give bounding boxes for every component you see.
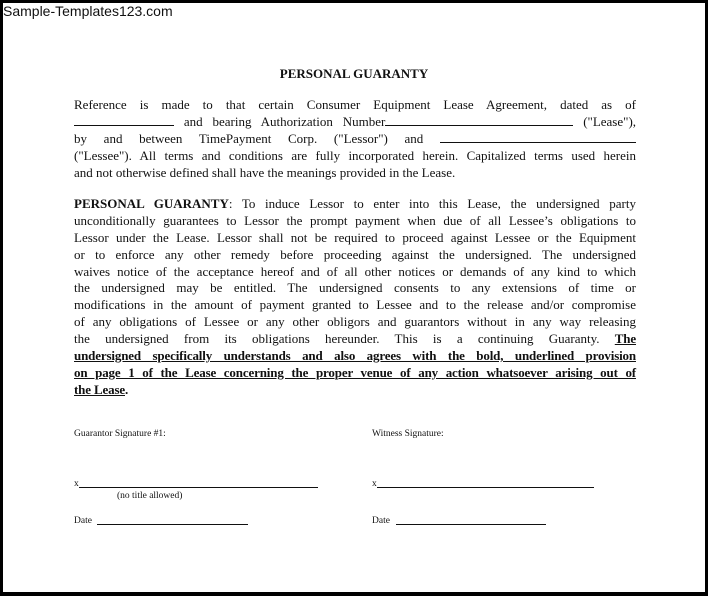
text-segment: by and between TimePayment Corp. ("Lessor") and <box>74 130 424 146</box>
text-line <box>74 196 636 213</box>
text-line: modifications in the amount of payment granted to Lessee and to the release and/or compromise <box>74 297 636 313</box>
bold-underlined-line: undersigned specifically understands and also agrees with the bold, underlined provision <box>74 348 636 364</box>
bold-underlined-line: on page 1 of the Lease concerning the proper venue of any action whatsoever arising out of <box>74 364 636 380</box>
text-line: Reference is made to that certain Consumer Equipment Lease Agreement, dated as of <box>74 97 636 112</box>
lessee-blank[interactable] <box>440 131 636 143</box>
guarantor-signature-label: Guarantor Signature #1: <box>74 429 166 439</box>
witness-date-line[interactable] <box>396 524 546 525</box>
reference-paragraph <box>74 97 636 181</box>
text-line: ("Lessee"). All terms and conditions are fully incorporated herein. Capitalized terms used herein <box>74 147 636 163</box>
text-line: of any obligations of Lessee or any other obligors and guarantors without in any way releasing <box>74 314 636 330</box>
witness-date-label: Date <box>372 516 390 526</box>
guarantor-date-line[interactable] <box>97 524 248 525</box>
bold-underlined-text: The <box>614 331 637 347</box>
no-title-note: (no title allowed) <box>117 491 183 501</box>
text-line: the undersigned may be entitled. The undersigned consents to any extensions of time or <box>74 280 636 296</box>
text-line <box>74 382 636 399</box>
bold-underlined-text: the Lease <box>74 381 125 397</box>
text-line: Lessor under the Lease. Lessor shall not be required to proceed against Lessee or the Equipment <box>74 229 636 245</box>
guarantor-x-mark: x <box>74 479 79 489</box>
text-line: waives notice of the acceptance hereof and of all other notices or demands of any kind to which <box>74 263 636 279</box>
witness-signature-line[interactable] <box>377 487 594 488</box>
authorization-number-blank[interactable] <box>385 114 573 126</box>
watermark: Sample-Templates123.com <box>3 3 173 19</box>
guaranty-paragraph <box>74 196 636 399</box>
text-segment: : To induce Lessor to enter into this Lease, the undersigned party <box>228 196 637 211</box>
guarantor-date-label: Date <box>74 516 92 526</box>
text-segment: . <box>125 381 129 397</box>
text-line <box>74 331 636 348</box>
text-segment: ("Lease"), <box>583 113 637 129</box>
text-line: or to enforce any other remedy before proceeding against the undersigned. The undersigned <box>74 246 636 262</box>
text-line <box>74 114 636 131</box>
text-segment: the undersigned from its obligations hereunder. This is a continuing Guaranty. <box>74 331 600 347</box>
text-segment: and bearing Authorization Number <box>183 113 386 129</box>
text-line: unconditionally guarantees to Lessor the prompt payment when due of all Lessee’s obligations to <box>74 212 636 228</box>
text-line <box>74 131 636 148</box>
text-line: and not otherwise defined shall have the meanings provided in the Lease. <box>74 164 456 180</box>
witness-x-mark: x <box>372 479 377 489</box>
document-title: PERSONAL GUARANTY <box>279 66 429 81</box>
date-blank[interactable] <box>74 114 174 126</box>
guaranty-label: PERSONAL GUARANTY <box>74 196 229 211</box>
witness-signature-label: Witness Signature: <box>372 429 444 439</box>
guarantor-signature-line[interactable] <box>79 487 318 488</box>
